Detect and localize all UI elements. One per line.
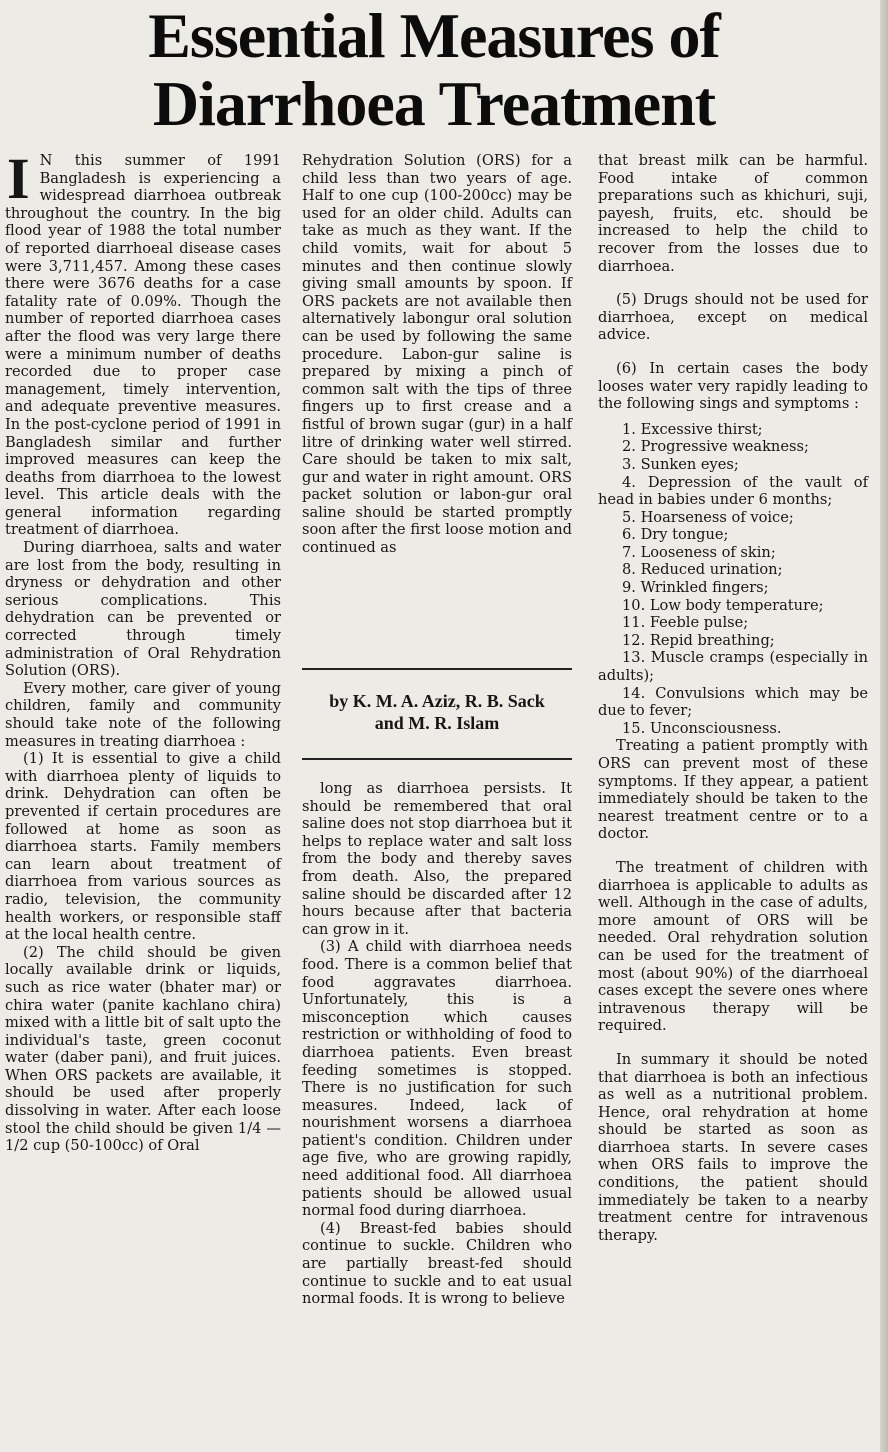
page-edge-shadow xyxy=(880,0,888,1452)
list-item: 13. Muscle cramps (especially in adults); xyxy=(598,649,868,685)
symptom-list xyxy=(598,421,868,738)
column-2-top xyxy=(302,152,572,557)
list-item: 8. Reduced urination; xyxy=(622,561,783,579)
paragraph-measure-3: (3) A child with diarrhoea needs food. There is a common belief that food aggravates diarrhoea. Unfortunately, this is a misconception which causes restriction or withholding of food to diarrhoea patients. Even breast feeding sometimes is stopped. There is no justification for such measures. Indeed, lack of nourishment worsens a diarrhoea patient's condition. Children under age five, who are growing rapidly, need additional food. All diarrhoea patients should be allowed usual normal food during diarrhoea. xyxy=(302,938,572,1220)
byline xyxy=(302,690,572,734)
list-item: 9. Wrinkled fingers; xyxy=(622,579,769,597)
paragraph-measure-2: (2) The child should be given locally available drink or liquids, such as rice water (bhater mar) or chira water (panite kachlano chira) mixed with a little bit of salt upto the individual's taste, green coconut water (daber pani), and fruit juices. When ORS packets are available, it should be used after properly dissolving in water. After each loose stool the child should be given 1/4 — 1/2 cup (50-100cc) of Oral xyxy=(5,943,281,1155)
paragraph-measures-intro: Every mother, care giver of young children, family and community should take note of the following measures in treating diarrhoea : xyxy=(5,679,281,750)
paragraph-measure-1: (1) It is essential to give a child with diarrhoea plenty of liquids to drink. Dehydration can often be prevented if certain procedures are followed at home as soon as diarrhoea starts. Family members can learn about treatment of diarrhoea from various sources as radio, television, the community health workers, or responsible staff at the local health centre. xyxy=(5,750,281,944)
paragraph-measure-5: (5) Drugs should not be used for diarrhoea, except on medical advice. xyxy=(598,291,868,344)
column-2-bottom xyxy=(302,780,572,1308)
paragraph-measure-4: (4) Breast-fed babies should continue to suckle. Children who are partially breast-fed should continue to suckle and to eat usual normal foods. It is wrong to believe xyxy=(302,1219,572,1308)
list-item: 7. Looseness of skin; xyxy=(622,543,776,561)
column-3 xyxy=(598,152,868,1244)
paragraph-summary: In summary it should be noted that diarrhoea is both an infectious as well as a nutritional problem. Hence, oral rehydration at home should be started as soon as diarrhoea starts. In severe cases when ORS fails to improve the conditions, the patient should immediately be taken to a nearby treatment centre for intravenous therapy. xyxy=(598,1050,868,1244)
paragraph-ors-duration: long as diarrhoea persists. It should be remembered that oral saline does not stop diarrhoea but it helps to replace water and salt loss from the body and thereby saves from death. Also, the prepared saline should be discarded after 12 hours because after that bacteria can grow in it. xyxy=(302,780,572,938)
paragraph-dehydration: During diarrhoea, salts and water are lost from the body, resulting in dryness or dehydration and other serious complications. This dehydration can be prevented or corrected through timely administration of Oral Rehydration Solution (ORS). xyxy=(5,539,281,680)
paragraph-breast-milk: that breast milk can be harmful. Food intake of common preparations such as khichuri, suji, payesh, fruits, etc. should be increased to help the child to recover from the losses due to diarrhoea. xyxy=(598,152,868,275)
byline-rule-bottom xyxy=(302,758,572,760)
list-item: 6. Dry tongue; xyxy=(622,526,729,544)
list-item: 2. Progressive weakness; xyxy=(622,438,809,456)
list-item: 11. Feeble pulse; xyxy=(622,614,749,632)
list-item: 4. Depression of the vault of head in babies under 6 months; xyxy=(598,473,868,509)
list-item: 10. Low body temperature; xyxy=(622,596,824,614)
column-1 xyxy=(5,146,281,1155)
byline-line-2: and M. R. Islam xyxy=(374,713,500,733)
drop-cap: I xyxy=(7,146,30,211)
list-item: 1. Excessive thirst; xyxy=(622,420,763,438)
list-item: 14. Convulsions which may be due to fever; xyxy=(598,684,868,720)
list-item: 3. Sunken eyes; xyxy=(622,455,739,473)
paragraph-adults: The treatment of children with diarrhoea is applicable to adults as well. Although in the case of adults, more amount of ORS will be needed. Oral rehydration solution can be used for the treatment of most (about 90%) of the diarrhoeal cases except the severe ones where intravenous therapy will be required. xyxy=(598,858,868,1035)
headline-line-1: Essential Measures of xyxy=(148,0,720,71)
list-item: 15. Unconsciousness. xyxy=(622,719,782,737)
paragraph-measure-6: (6) In certain cases the body looses water very rapidly leading to the following sings and symptoms : xyxy=(598,359,868,413)
list-item: 12. Repid breathing; xyxy=(622,631,775,649)
byline-rule-top xyxy=(302,668,572,670)
headline-line-2: Diarrhoea Treatment xyxy=(152,68,716,139)
intro-paragraph xyxy=(5,146,281,539)
intro-text: N this summer of 1991 Bangladesh is experiencing a widespread diarrhoea outbreak throughout the country. In the big flood year of 1988 the total number of reported diarrhoeal disease cases were 3,711,457. Among these cases there were 3676 deaths for a case fatality rate of 0.09%. Though the number of reported diarrhoea cases after the flood was very large there were a minimum number of deaths recorded due to proper case management, timely intervention, and adequate preventive measures. In the post-cyclone period of 1991 in Bangladesh similar and further improved measures can keep the deaths from diarrhoea to the lowest level. This article deals with the general information regarding treatment of diarrhoea. xyxy=(5,152,281,539)
paragraph-ors-continued: Rehydration Solution (ORS) for a child less than two years of age. Half to one cup (100-200cc) may be used for an older child. Adults can take as much as they want. If the child vomits, wait for about 5 minutes and then continue slowly giving small amounts by spoon. If ORS packets are not available then alternatively labongur oral solution can be used by following the same procedure. Labon-gur saline is prepared by mixing a pinch of common salt with the tips of three fingers up to first crease and a fistful of brown sugar (gur) in a half litre of drinking water well stirred. Care should be taken to mix salt, gur and water in right amount. ORS packet solution or labon-gur oral saline should be started promptly soon after the first loose motion and continued as xyxy=(302,152,572,557)
headline xyxy=(0,2,868,138)
byline-line-1: by K. M. A. Aziz, R. B. Sack xyxy=(329,691,545,711)
paragraph-treat-promptly: Treating a patient promptly with ORS can prevent most of these symptoms. If they appear, a patient immediately should be taken to the nearest treatment centre or to a doctor. xyxy=(598,737,868,843)
list-item: 5. Hoarseness of voice; xyxy=(622,508,794,526)
